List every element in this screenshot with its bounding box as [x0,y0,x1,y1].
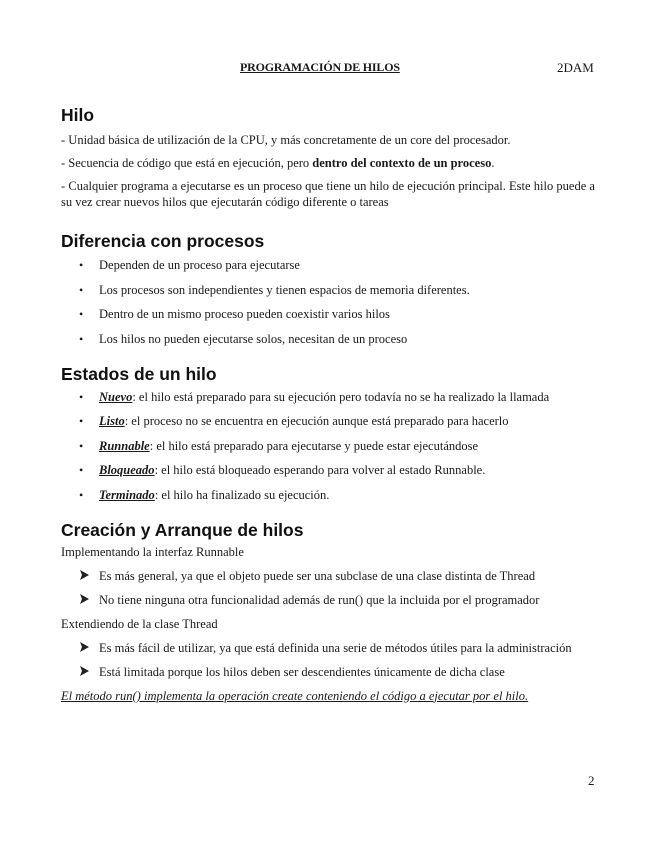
section-heading-diferencia: Diferencia con procesos [61,231,265,251]
bullet-icon: • [79,389,84,404]
list-item-text: Está limitada porque los hilos deben ser descendientes únicamente de dicha clase [99,664,505,679]
state-description: : el hilo ha finalizado su ejecución. [154,487,330,502]
list-item-text: Los procesos son independientes y tienen espacios de memoria diferentes. [99,282,470,297]
section-heading-creacion: Creación y Arranque de hilos [61,519,304,540]
list-item [61,487,595,503]
bullet-icon: • [79,414,84,428]
list-item-text: Es más fácil de utilizar, ya que está definida una serie de métodos útiles para la administración [99,640,572,655]
hilo-paragraph-3: - Cualquier programa a ejecutarse es un proceso que tiene un hilo de ejecución principal. Este hilo puede a su vez crear nuevos hilos que ejecutarán código diferente o tareas [61,179,595,209]
page-header [0,60,655,78]
course-label: 2DAM [557,60,594,75]
bullet-icon: • [79,331,84,346]
list-item [61,257,595,273]
thread-intro: Extendiendo de la clase Thread [61,616,218,631]
document-title: PROGRAMACIÓN DE HILOS [240,60,400,74]
diferencia-list [61,257,595,347]
list-item-text: Los hilos no pueden ejecutarse solos, necesitan de un proceso [99,331,408,346]
list-item [61,413,595,429]
list-item [61,306,595,322]
state-term-bloqueado: Bloqueado [99,463,155,477]
bullet-icon: • [79,258,84,272]
list-item [61,438,595,454]
list-item-text: Es más general, ya que el objeto puede ser una subclase de una clase distinta de Thread [99,568,536,583]
list-item [61,282,595,298]
bullet-icon: • [79,487,84,502]
state-term-runnable: Runnable [99,438,150,453]
runnable-intro: Implementando la interfaz Runnable [61,544,244,559]
bullet-icon: • [79,282,84,297]
state-description: : el hilo está bloqueado esperando para volver al estado Runnable. [154,463,486,477]
list-item-text: No tiene ninguna otra funcionalidad además de run() que la incluida por el programador [99,592,540,607]
section-heading-hilo: Hilo [61,105,95,125]
state-term-nuevo: Nuevo [99,389,133,404]
page-content [61,104,595,704]
thread-list [61,640,595,680]
state-description: : el hilo está preparado para su ejecución pero todavía no se ha realizado la llamada [132,389,550,404]
section-diferencia [61,230,595,347]
state-term-terminado: Terminado [99,487,155,502]
list-item [61,664,595,680]
hilo-paragraph-2 [61,155,595,171]
bullet-icon: • [79,438,84,453]
section-heading-estados: Estados de un hilo [61,363,217,384]
state-description: : el hilo está preparado para ejecutarse y puede estar ejecutándose [149,438,479,453]
list-item-text: Dependen de un proceso para ejecutarse [99,258,300,272]
list-item [61,389,595,405]
section-hilo [61,104,595,210]
hilo-paragraph-2-text: - Secuencia de código que está en ejecución, pero [61,156,313,170]
list-item [61,331,595,347]
section-estados [61,363,595,503]
section-creacion [61,519,595,704]
list-item [61,462,595,478]
page-number: 2 [588,773,595,788]
arrow-bullet-icon [79,569,90,581]
run-method-note: El método run() implementa la operación create conteniendo el código a ejecutar por el hilo. [61,688,529,703]
list-item [61,568,595,584]
state-term-listo: Listo [99,414,125,428]
runnable-list [61,568,595,608]
estados-list [61,389,595,503]
list-item [61,640,595,656]
list-item [61,592,595,608]
hilo-paragraph-2-bold: dentro del contexto de un proceso [312,156,492,170]
bullet-icon: • [79,307,84,321]
bullet-icon: • [79,463,84,477]
state-description: : el proceso no se encuentra en ejecución aunque está preparado para hacerlo [124,414,509,428]
hilo-paragraph-1: - Unidad básica de utilización de la CPU, y más concretamente de un core del procesador. [61,133,511,147]
hilo-paragraph-2-end: . [491,156,495,170]
arrow-bullet-icon [79,641,90,653]
arrow-bullet-icon [79,593,90,605]
arrow-bullet-icon [79,665,90,677]
list-item-text: Dentro de un mismo proceso pueden coexistir varios hilos [99,307,390,321]
